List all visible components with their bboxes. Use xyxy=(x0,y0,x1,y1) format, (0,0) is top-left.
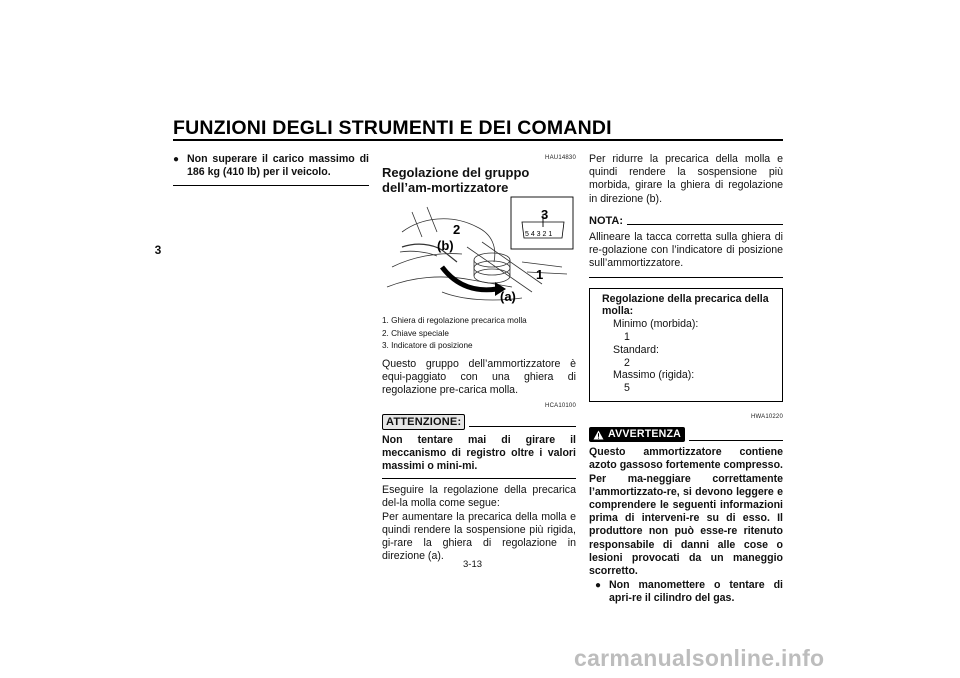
figure-caption-2: 2. Chiave speciale xyxy=(382,328,449,338)
note-heading-rule xyxy=(627,224,783,225)
caution-code: HCA10100 xyxy=(545,403,576,410)
chapter-tab: 3 xyxy=(154,243,162,257)
callout-1: 1 xyxy=(536,267,544,282)
warning-heading-rule xyxy=(689,440,783,441)
callout-2: 2 xyxy=(453,222,461,237)
spec-box xyxy=(589,288,783,402)
spec-max-label: Massimo (rigida): xyxy=(613,369,695,382)
header-rule xyxy=(173,139,783,141)
left-warning-item xyxy=(173,153,369,179)
intro-paragraph: Questo gruppo dell’ammortizzatore è equi-paggiato con una ghiera di regolazione pre-carica molla. xyxy=(382,357,576,397)
right-column xyxy=(589,153,783,606)
procedure-paragraph-2: Per aumentare la precarica della molla e quindi rendere la sospensione più rigida, gi-rare la ghiera di regolazione in direzione (a). xyxy=(382,510,576,563)
bullet-icon: ● xyxy=(173,154,180,165)
shock-absorber-figure xyxy=(382,192,576,312)
middle-column xyxy=(382,152,576,195)
bullet-icon: ● xyxy=(595,580,602,592)
note-heading xyxy=(589,215,783,228)
warning-label-box xyxy=(589,427,685,442)
note-label: NOTA: xyxy=(589,214,624,227)
caution-text: Non tentare mai di girare il meccanismo di registro oltre i valori massimi o mini-mi. xyxy=(382,433,576,472)
spec-min-label: Minimo (morbida): xyxy=(613,318,699,331)
caution-heading xyxy=(382,414,576,430)
spec-min-value: 1 xyxy=(624,331,630,344)
caution-label: ATTENZIONE: xyxy=(382,414,465,430)
spec-std-label: Standard: xyxy=(613,343,659,356)
left-warning-text: Non superare il carico massimo di 186 kg (410 lb) per il veicolo. xyxy=(187,153,369,179)
warning-bullet-text: Non manomettere o tentare di apri-re il cilindro del gas. xyxy=(609,579,783,605)
left-column xyxy=(173,153,369,186)
warning-heading xyxy=(589,427,783,442)
spec-max-value: 5 xyxy=(624,382,630,395)
warning-bullet-item xyxy=(589,579,783,605)
spec-std-value: 2 xyxy=(624,356,630,369)
note-end-rule xyxy=(589,277,783,278)
callout-a: (a) xyxy=(500,289,516,304)
warning-text: Questo ammortizzatore contiene azoto gassoso fortemente compresso. Per ma-neggiare correttamente l’ammortizzato-re, si devono leggere e comprendere le seguenti informazioni prima di interveni-re su di esso. Il produttore non può esse-re ritenuto responsabile di danni alle cose o lesioni provocati da un maneggio scorretto. xyxy=(589,446,783,578)
scale-marks-label: 5 4 3 2 1 xyxy=(525,231,553,238)
shock-absorber-illustration xyxy=(382,192,576,312)
warning-code: HWA10220 xyxy=(750,414,783,420)
left-warning-rule xyxy=(173,185,369,186)
note-text: Allineare la tacca corretta sulla ghiera di re-golazione con l’indicatore di posizione sull’ammortizzatore. xyxy=(589,231,783,270)
section-title: Regolazione del gruppo dell’am-mortizzatore xyxy=(382,165,530,195)
callout-3: 3 xyxy=(541,207,549,222)
page-number: 3-13 xyxy=(463,559,483,570)
spec-title: Regolazione della precarica della molla: xyxy=(602,292,769,318)
procedure-paragraph-1: Eseguire la regolazione della precarica del-la molla come segue: xyxy=(382,484,576,510)
callout-b: (b) xyxy=(437,238,454,253)
warning-label: AVVERTENZA xyxy=(608,428,682,441)
watermark: carmanualsonline.info xyxy=(574,645,825,671)
caution-heading-rule xyxy=(469,426,576,427)
warning-triangle-icon xyxy=(593,430,604,440)
caution-end-rule xyxy=(382,478,576,479)
middle-column-body xyxy=(382,315,576,563)
figure-caption-3: 3. Indicatore di posizione xyxy=(382,341,473,351)
section-code: HAU14830 xyxy=(545,155,576,161)
page-header-title: FUNZIONI DEGLI STRUMENTI E DEI COMANDI xyxy=(173,117,612,139)
procedure-paragraph-3: Per ridurre la precarica della molla e quindi rendere la sospensione più morbida, girare la ghiera di regolazione in direzione (b). xyxy=(589,153,783,205)
figure-caption-1: 1. Ghiera di regolazione precarica molla xyxy=(382,316,527,325)
